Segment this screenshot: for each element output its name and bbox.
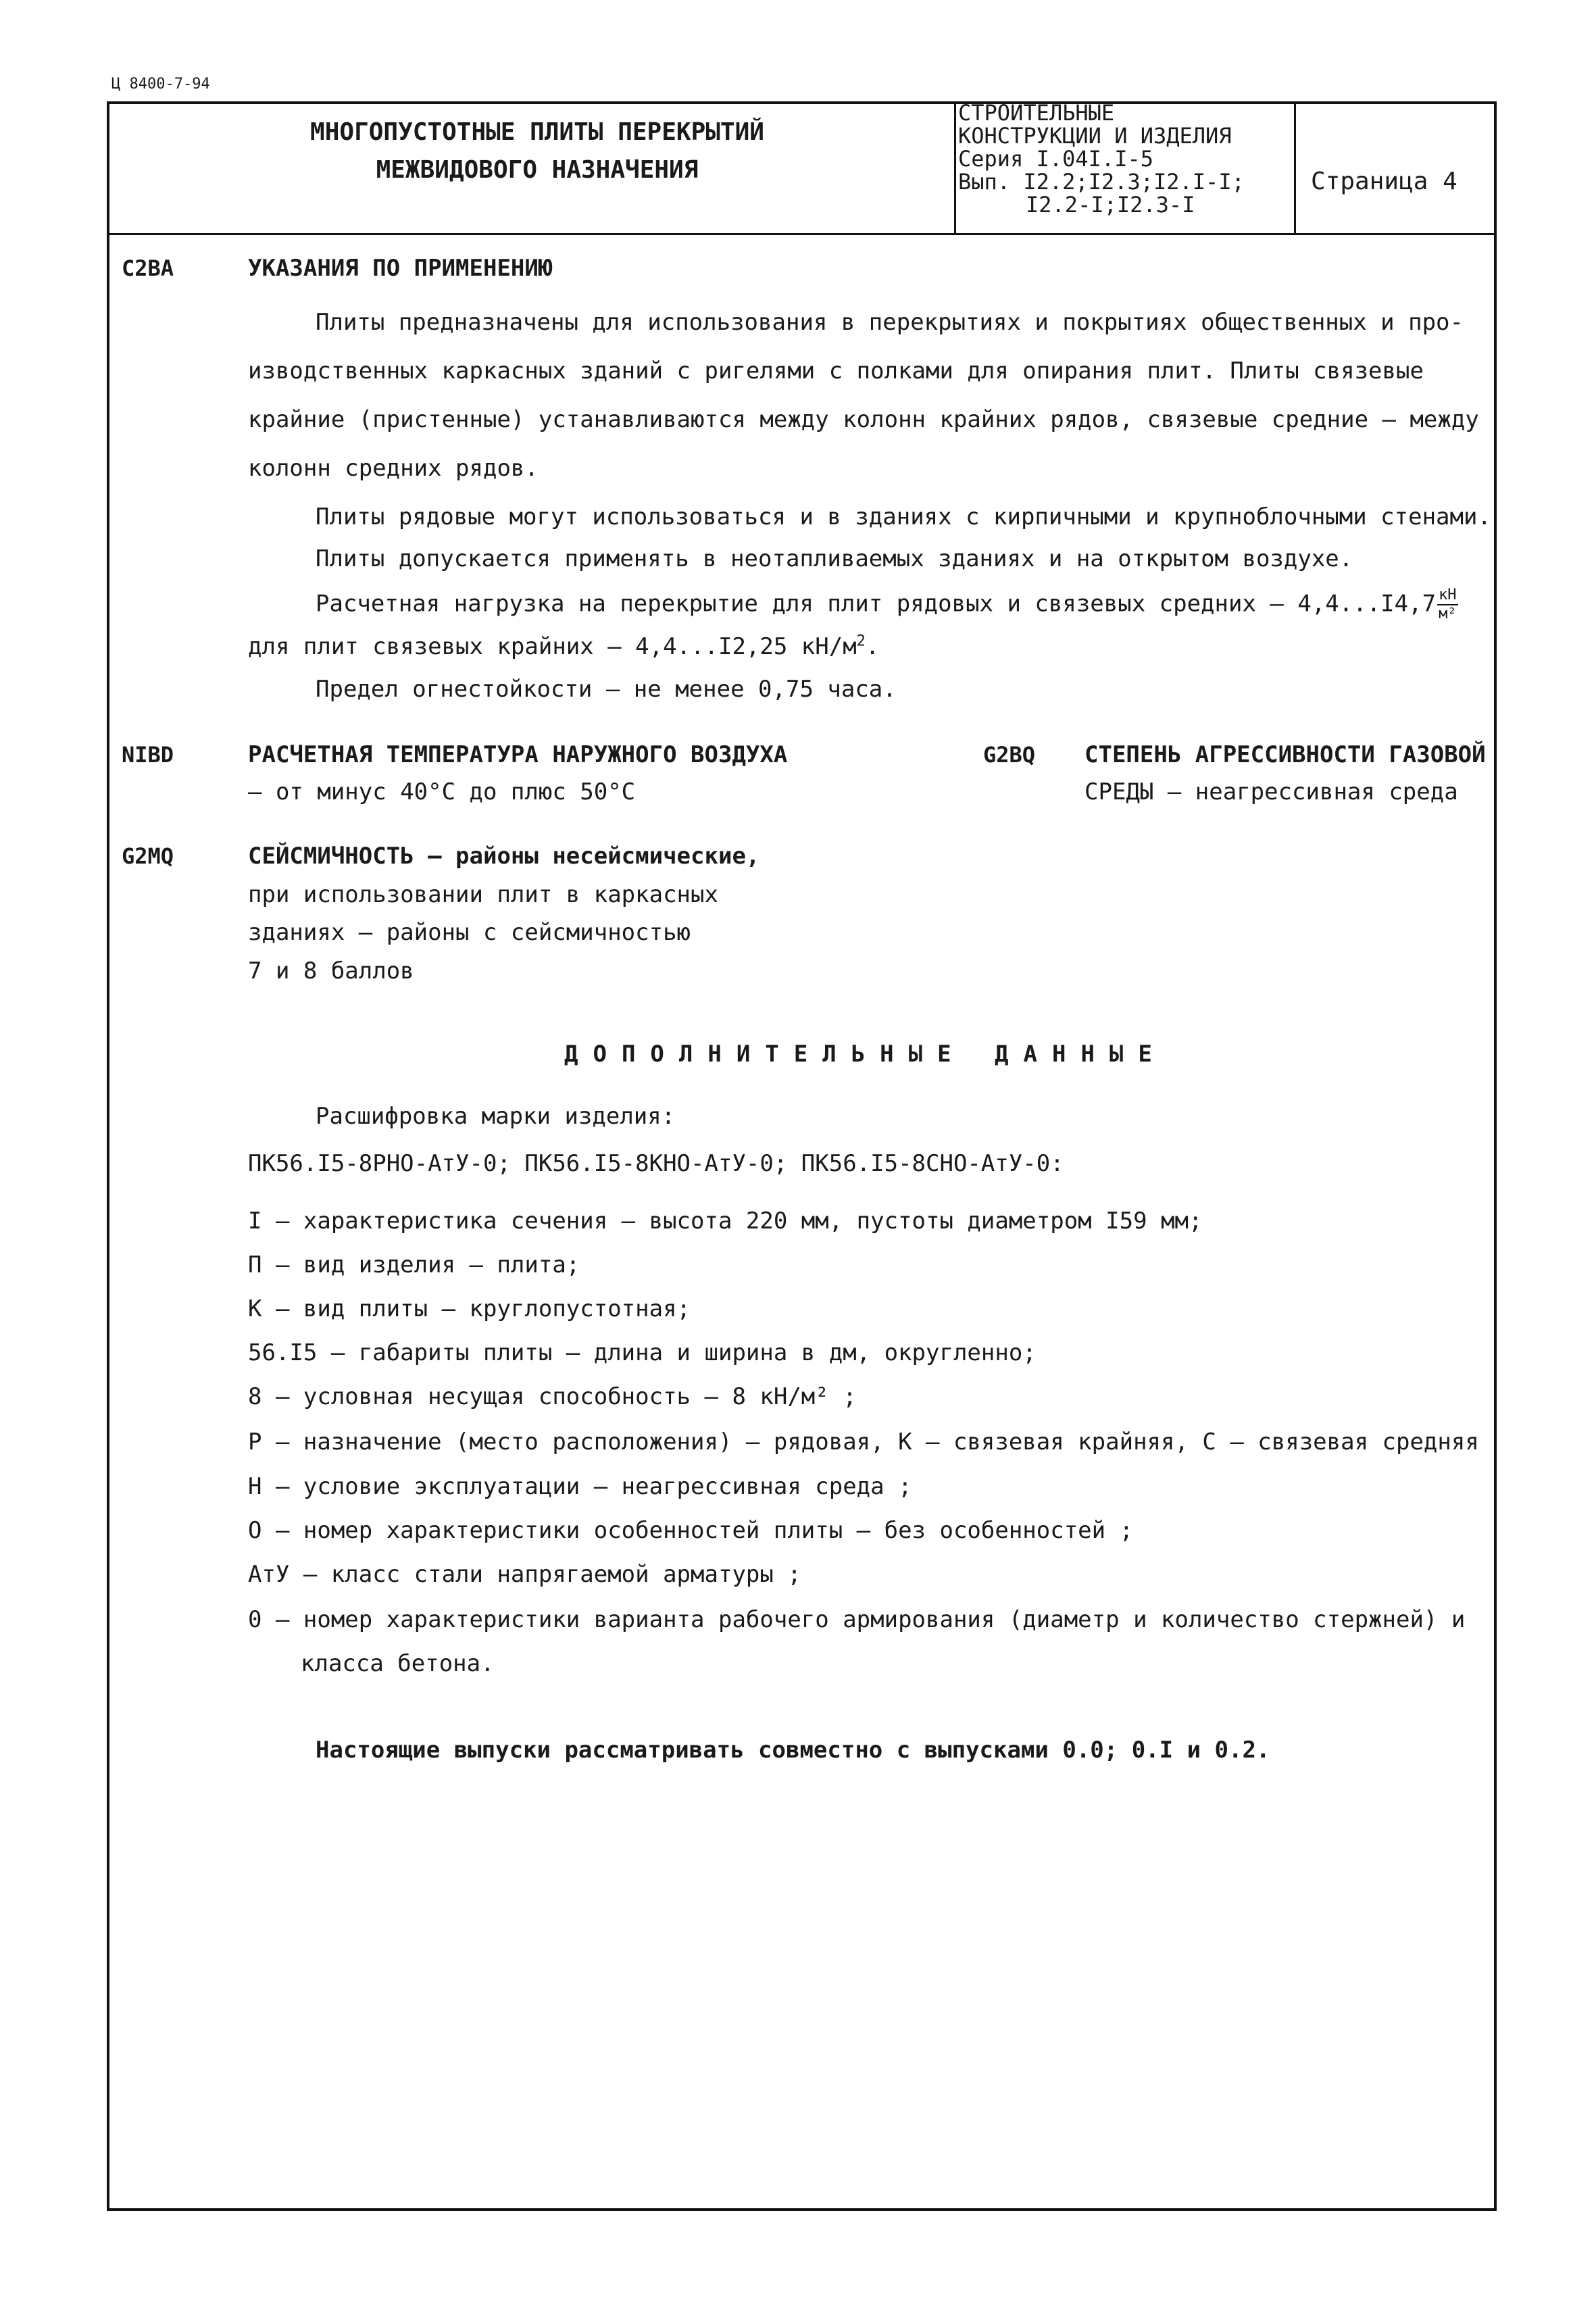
section-heading-usage: УКАЗАНИЯ ПО ПРИМЕНЕНИЮ (248, 255, 553, 282)
usage-text-line: колонн средних рядов. (248, 455, 539, 482)
document-code: Ц 8400-7-94 (111, 76, 210, 93)
load-line-2: для плит связевых крайних – 4,4...I2,25 $кН/м^2$. (248, 632, 880, 660)
usage-text-line: Плиты предназначены для использования в перекрытиях и покрытиях общественных и про- (316, 309, 1464, 336)
seismic-line: СЕЙСМИЧНОСТЬ – районы несейсмические, (248, 843, 760, 870)
decode-item: Н – условие эксплуатации – неагрессивная среда ; (248, 1473, 912, 1500)
decode-item: 8 – условная несущая способность – 8 кН/м² ; (248, 1383, 857, 1410)
load-unit-num: кН (1437, 587, 1458, 605)
usage-text-line: изводственных каркасных зданий с ригелями с полками для опирания плит. Плиты связевые (248, 357, 1424, 384)
note: Настоящие выпуски рассматривать совместно с выпусками 0.0; 0.I и 0.2. (316, 1737, 1270, 1764)
section-code-temperature: NIBD (122, 742, 174, 768)
usage-text-line: Плиты допускается применять в неотапливаемых зданиях и на открытом воздухе. (316, 545, 1353, 572)
decode-item: 0 – номер характеристики варианта рабочего армирования (диаметр и количество стержней) и (248, 1606, 1466, 1633)
series-info (958, 101, 1245, 216)
fire-resistance: Предел огнестойкости – не менее 0,75 часа. (316, 676, 897, 703)
series-line: Серия I.04I.I-5 (958, 146, 1153, 172)
seismic-line: при использовании плит в каркасных (248, 881, 718, 908)
product-marks: ПК56.I5-8РНО-АтУ-0; ПК56.I5-8КНО-АтУ-0; ПК56.I5-8СНО-АтУ-0: (248, 1150, 1064, 1177)
series-line: I2.2-I;I2.3-I (1026, 192, 1195, 218)
load-unit-den: м² (1439, 605, 1457, 622)
usage-text-line: крайние (пристенные) устанавливаются между колонн крайних рядов, связевые средние – между (248, 406, 1479, 433)
load-text-2: для плит связевых крайних – 4,4...I2,25 кН/м (248, 633, 857, 660)
decode-item: АтУ – класс стали напрягаемой арматуры ; (248, 1561, 801, 1588)
seismic-line: зданиях – районы с сейсмичностью (248, 919, 691, 946)
title-line-1: МНОГОПУСТОТНЫЕ ПЛИТЫ ПЕРЕКРЫТИЙ (310, 118, 764, 146)
page-number: Страница 4 (1311, 168, 1457, 195)
seismic-line: 7 и 8 баллов (248, 957, 414, 985)
load-unit (1437, 587, 1458, 623)
decode-label: Расшифровка марки изделия: (316, 1103, 676, 1130)
document-title (122, 114, 953, 189)
load-line-1 (316, 587, 1458, 623)
usage-text-line: Плиты рядовые могут использоваться и в зданиях с кирпичными и крупноблочными стенами. (316, 503, 1491, 530)
decode-item: П – вид изделия – плита; (248, 1251, 580, 1278)
series-line: Вып. I2.2;I2.3;I2.I-I; (958, 169, 1245, 195)
load-sup: 2 (856, 632, 866, 650)
header-divider-1 (954, 101, 956, 234)
series-line: КОНСТРУКЦИИ И ИЗДЕЛИЯ (958, 123, 1232, 149)
section-heading-temperature: РАСЧЕТНАЯ ТЕМПЕРАТУРА НАРУЖНОГО ВОЗДУХА (248, 741, 788, 768)
decode-item: О – номер характеристики особенностей плиты – без особенностей ; (248, 1517, 1134, 1544)
temperature-range: – от минус 40°С до плюс 50°С (248, 778, 636, 805)
header-bottom-line (107, 233, 1497, 235)
header-divider-2 (1294, 101, 1296, 234)
decode-item: Р – назначение (место расположения) – рядовая, К – связевая крайняя, С – связевая средняя (248, 1428, 1479, 1455)
section-code-usage: C2BA (122, 255, 174, 281)
decode-item: I – характеристика сечения – высота 220 мм, пустоты диаметром I59 мм; (248, 1208, 1203, 1235)
load-text: Расчетная нагрузка на перекрытие для плит рядовых и связевых средних – 4,4...I4,7 (316, 590, 1437, 618)
decode-item: К – вид плиты – круглопустотная; (248, 1295, 691, 1322)
section-heading-aggressiveness: СТЕПЕНЬ АГРЕССИВНОСТИ ГАЗОВОЙ (1084, 741, 1486, 768)
title-line-2: МЕЖВИДОВОГО НАЗНАЧЕНИЯ (376, 156, 699, 184)
aggressiveness-value: СРЕДЫ – неагрессивная среда (1084, 778, 1458, 805)
series-line: СТРОИТЕЛЬНЫЕ (958, 100, 1115, 126)
decode-item: 56.I5 – габариты плиты – длина и ширина в дм, округленно; (248, 1339, 1037, 1366)
section-code-seismic: G2MQ (122, 843, 174, 869)
decode-item: класса бетона. (301, 1650, 495, 1677)
additional-heading: ДОПОЛНИТЕЛЬНЫЕ ДАННЫЕ (564, 1041, 1167, 1068)
section-code-aggressiveness: G2BQ (983, 742, 1036, 768)
